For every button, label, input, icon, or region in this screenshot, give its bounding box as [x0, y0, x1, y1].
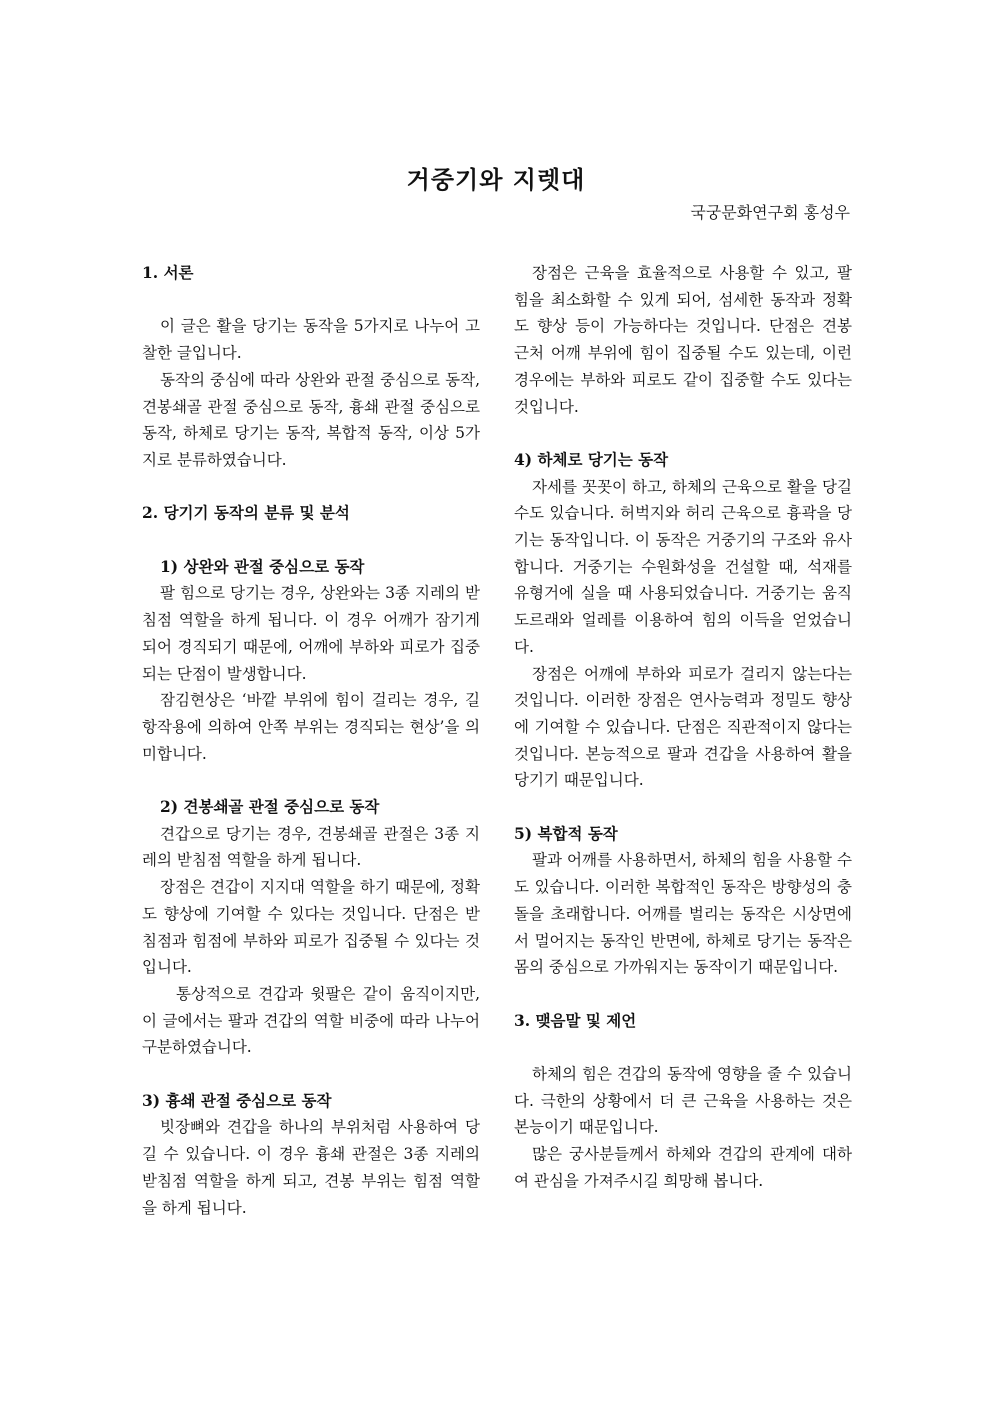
document-author: 국궁문화연구회 홍성우: [690, 203, 850, 222]
paragraph: 통상적으로 견갑과 윗팔은 같이 움직이지만, 이 글에서는 팔과 견갑의 역할 비중에 따라 나누어 구분하였습니다.: [142, 984, 480, 1057]
subsection-heading-4: 4) 하체로 당기는 동작: [514, 449, 669, 469]
paragraph: 잠김현상은 ‘바깥 부위에 힘이 걸리는 경우, 길항작용에 의하여 안쪽 부위는 경직되는 현상’을 의미합니다.: [142, 691, 480, 763]
spacer: [514, 794, 852, 821]
paragraph: 견갑으로 당기는 경우, 견봉쇄골 관절은 3종 지레의 받침점 역할을 하게 됩니다.: [142, 824, 480, 870]
spacer: [514, 1034, 852, 1061]
paragraph: 장점은 어깨에 부하와 피로가 걸리지 않는다는 것입니다. 이러한 장점은 연사능력과 정밀도 향상에 기여할 수 있습니다. 단점은 직관적이지 않다는 것입니다. 본능적으로 팔과 견갑을 사용하여 활을 당기기 때문입니다.: [514, 664, 852, 790]
spacer: [142, 527, 480, 554]
paragraph: 이 글은 활을 당기는 동작을 5가지로 나누어 고찰한 글입니다.: [142, 317, 480, 363]
paragraph: 빗장뼈와 견갑을 하나의 부위처럼 사용하여 당길 수 있습니다. 이 경우 흉쇄 관절은 3종 지레의 받침점 역할을 하게 되고, 견봉 부위는 힘점 역할을 하게 됩니다.: [142, 1118, 480, 1217]
paragraph: 동작의 중심에 따라 상완와 관절 중심으로 동작, 견봉쇄골 관절 중심으로 동작, 흉쇄 관절 중심으로 동작, 하체로 당기는 동작, 복합적 동작, 이상 5가지로 분류하였습니다.: [142, 370, 480, 469]
paragraph: 장점은 견갑이 지지대 역할을 하기 때문에, 정확도 향상에 기여할 수 있다는 것입니다. 단점은 받침점과 힘점에 부하와 피로가 집중될 수 있다는 것입니다.: [142, 878, 480, 977]
paragraph: 많은 궁사분들께서 하체와 견갑의 관계에 대하여 관심을 가져주시길 희망해 봅니다.: [514, 1145, 852, 1190]
paragraph: 자세를 꼿꼿이 하고, 하체의 근육으로 활을 당길 수도 있습니다. 허벅지와 허리 근육으로 흉곽을 당기는 동작입니다. 이 동작은 거중기의 구조와 유사합니다. 거중기는 수원화성을 건설할 때, 석재를 유형거에 실을 때 사용되었습니다. 거중기는 움직도르래와 얼레를 이용하여 힘의 이득을 얻었습니다.: [514, 477, 852, 656]
subsection-heading-1: 1) 상완와 관절 중심으로 동작: [160, 556, 365, 576]
spacer: [142, 474, 480, 501]
spacer: [514, 981, 852, 1008]
section-heading-conclusion: 3. 맺음말 및 제언: [514, 1010, 637, 1030]
paragraph: 장점은 근육을 효율적으로 사용할 수 있고, 팔 힘을 최소화할 수 있게 되어, 섬세한 동작과 정확도 향상 등이 가능하다는 것입니다. 단점은 견봉 근처 어깨 부위에 힘이 집중될 수도 있는데, 이런 경우에는 부하와 피로도 같이 집중할 수도 있다는 것입니다.: [514, 264, 852, 416]
subsection-heading-2: 2) 견봉쇄골 관절 중심으로 동작: [160, 797, 380, 816]
paragraph: 팔과 어깨를 사용하면서, 하체의 힘을 사용할 수도 있습니다. 이러한 복합적인 동작은 방향성의 충돌을 초래합니다. 어깨를 벌리는 동작은 시상면에서 멀어지는 동작인 반면에, 하체로 당기는 동작은 몸의 중심으로 가까워지는 동작이기 때문입니다.: [514, 851, 852, 977]
section-heading-analysis: 2. 당기기 동작의 분류 및 분석: [142, 503, 350, 523]
subsection-heading-3: 3) 흉쇄 관절 중심으로 동작: [142, 1090, 332, 1110]
spacer: [142, 767, 480, 794]
spacer: [142, 287, 480, 314]
paragraph: 팔 힘으로 당기는 경우, 상완와는 3종 지레의 받침점 역할을 하게 됩니다. 이 경우 어깨가 잠기게 되어 경직되기 때문에, 어깨에 부하와 피로가 집중되는 단점이 발생합니다.: [142, 584, 480, 683]
right-column: [514, 260, 852, 1195]
spacer: [514, 420, 852, 447]
document-title: 거중기와 지렛대: [406, 165, 586, 194]
paragraph: 하체의 힘은 견갑의 동작에 영향을 줄 수 있습니다. 극한의 상황에서 더 큰 근육을 사용하는 것은 본능이기 때문입니다.: [514, 1065, 852, 1137]
section-heading-intro: 1. 서론: [142, 263, 194, 282]
spacer: [142, 1061, 480, 1088]
left-column: [142, 260, 480, 1221]
subsection-heading-5: 5) 복합적 동작: [514, 823, 618, 843]
